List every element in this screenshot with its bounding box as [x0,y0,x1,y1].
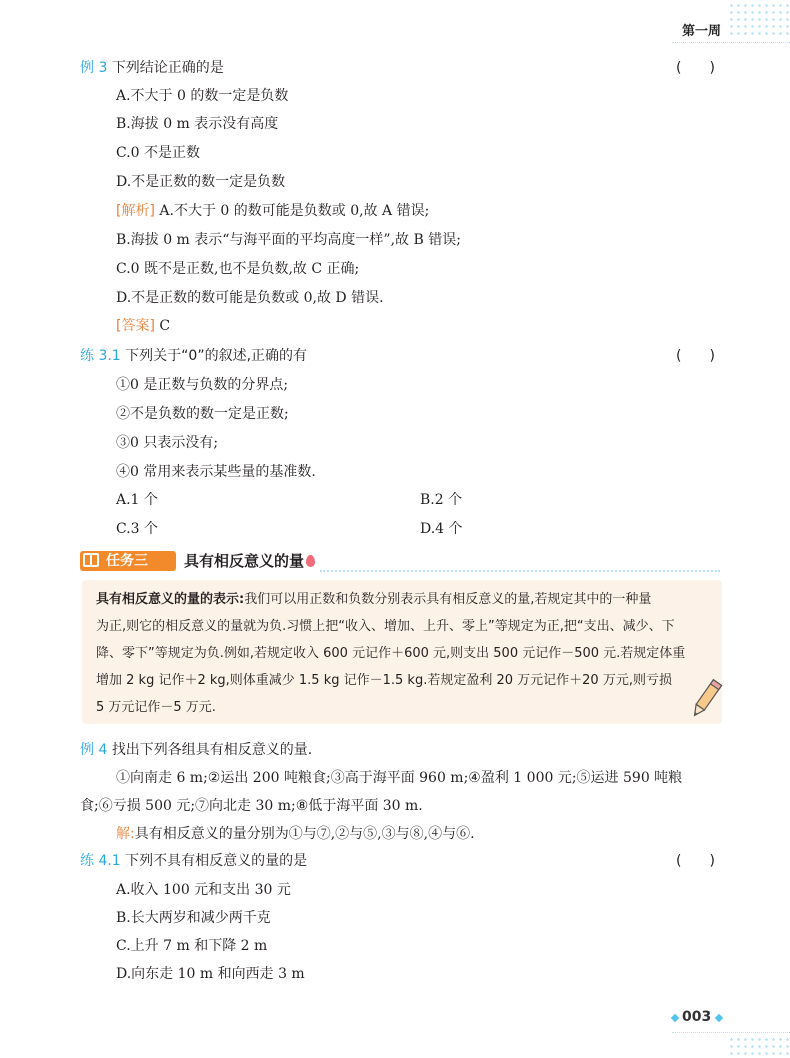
task-badge [80,551,176,571]
diamond-icon [671,1014,679,1022]
example-3-label: 例 3 [80,60,108,76]
practice-4-1-answer-bracket: ( ) [676,853,715,869]
task-badge-label: 任务三 [106,553,148,569]
example-3-option-d: D.不是正数的数一定是负数 [116,174,286,190]
example-3-analysis-line-4: D.不是正数的数可能是负数或 0,故 D 错误. [116,290,384,306]
page-number-box [668,1008,724,1030]
concept-line-1 [96,590,651,610]
practice-4-1-option-b: B.长大两岁和减少两千克 [116,910,271,926]
flame-icon [306,555,315,567]
answer-tag: [答案] [116,318,155,334]
example-3-heading [80,58,224,78]
example-4-items-line-2: 食;⑥亏损 500 元;⑦向北走 30 m;⑧低于海平面 30 m. [80,798,423,814]
practice-3-1-statement-2: ②不是负数的数一定是正数; [116,406,289,422]
concept-text-1: 我们可以用正数和负数分别表示具有相反意义的量,若规定其中的一种量 [244,592,652,607]
page-number: 003 [682,1009,712,1025]
header-divider [672,42,790,44]
week-title: 第一周 [682,24,722,39]
practice-3-1-option-d: D.4 个 [420,521,463,537]
practice-3-1-statement-1: ①0 是正数与负数的分界点; [116,377,289,393]
answer-text: C [159,318,171,334]
practice-3-1-answer-bracket: ( ) [676,348,715,364]
practice-4-1-label: 练 4.1 [80,853,121,869]
example-3-option-a: A.不大于 0 的数一定是负数 [116,88,289,104]
example-3-answer-line [116,316,170,336]
practice-3-1-statement-3: ③0 只表示没有; [116,435,219,451]
practice-4-1-option-d: D.向东走 10 m 和向西走 3 m [116,966,305,982]
practice-4-1-option-a: A.收入 100 元和支出 30 元 [116,882,291,898]
header-dot-pattern [728,2,790,36]
book-icon [83,553,99,567]
concept-line-4: 增加 2 kg 记作＋2 kg,则体重减少 1.5 kg 记作－1.5 kg.若规定盈利 20 万元记作＋20 万元,则亏损 [96,673,672,688]
example-3-answer-bracket: ( ) [676,60,715,76]
example-4-label: 例 4 [80,742,108,758]
practice-3-1-heading [80,346,307,366]
example-3-analysis-line-3: C.0 既不是正数,也不是负数,故 C 正确; [116,261,360,277]
example-3-analysis-line-1 [116,201,429,221]
example-3-option-c: C.0 不是正数 [116,145,201,161]
concept-line-5: 5 万元记作－5 万元. [96,700,216,715]
concept-line-2: 为正,则它的相反意义的量就为负.习惯上把“收入、增加、上升、零上”等规定为正,把“支出、减少、下 [96,619,675,634]
practice-4-1-stem: 下列不具有相反意义的量的是 [125,853,308,869]
task-title: 具有相反意义的量 [184,552,305,570]
example-3-option-b: B.海拔 0 m 表示没有高度 [116,116,279,132]
example-4-heading [80,740,312,760]
footer-divider [672,1032,790,1033]
example-4-items-line-1: ①向南走 6 m;②运出 200 吨粮食;③高于海平面 960 m;④盈利 1 000 元;⑤运进 590 吨粮 [116,770,683,786]
practice-3-1-statement-4: ④0 常用来表示某些量的基准数. [116,464,316,480]
practice-3-1-option-c: C.3 个 [116,521,159,537]
analysis-text-1: A.不大于 0 的数可能是负数或 0,故 A 错误; [159,203,430,219]
analysis-tag: [解析] [116,203,155,219]
practice-4-1-heading [80,851,307,871]
concept-box [82,580,722,724]
practice-3-1-option-a: A.1 个 [116,492,158,508]
example-4-solution [116,824,475,844]
practice-4-1-option-c: C.上升 7 m 和下降 2 m [116,938,268,954]
pencil-icon [688,677,724,721]
task-3-banner [80,550,720,574]
example-3-stem: 下列结论正确的是 [111,60,224,76]
concept-line-3: 降、零下”等规定为负.例如,若规定收入 600 元记作＋600 元,则支出 500 元记作－500 元.若规定体重 [96,646,686,661]
practice-3-1-label: 练 3.1 [80,348,121,364]
practice-3-1-option-b: B.2 个 [420,492,463,508]
task-divider [320,570,720,573]
example-4-stem: 找出下列各组具有相反意义的量. [111,742,313,758]
footer-dot-pattern [728,1036,790,1058]
concept-lead: 具有相反意义的量的表示: [96,592,245,607]
solution-text: 具有相反意义的量分别为①与⑦,②与⑤,③与⑧,④与⑥. [134,826,475,842]
diamond-icon [715,1014,723,1022]
solution-tag: 解: [116,826,135,842]
practice-3-1-stem: 下列关于“0”的叙述,正确的有 [125,348,308,364]
example-3-analysis-line-2: B.海拔 0 m 表示“与海平面的平均高度一样”,故 B 错误; [116,232,461,248]
